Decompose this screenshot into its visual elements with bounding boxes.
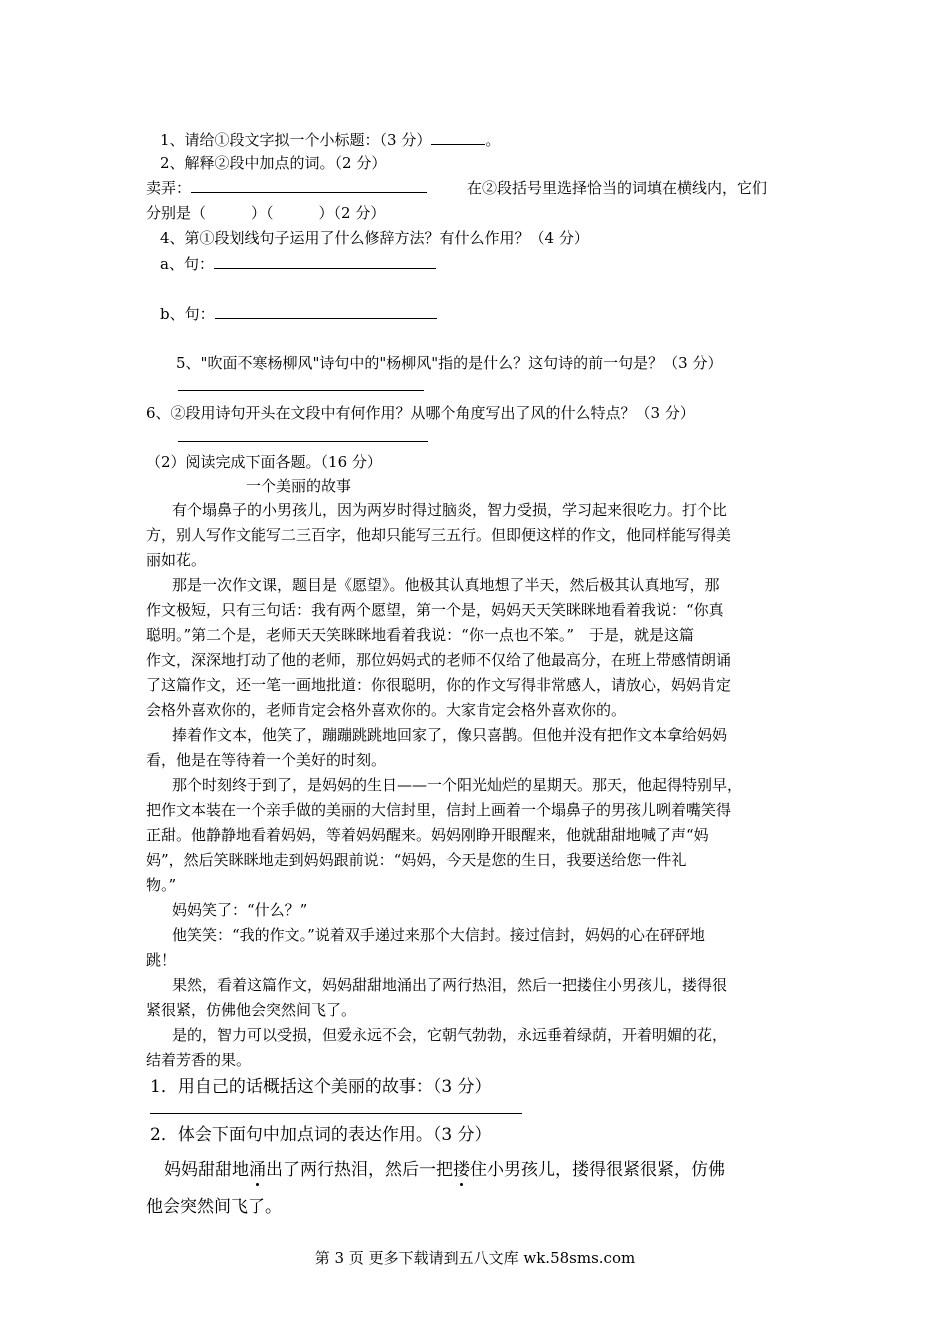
passage-line: 物。” <box>146 876 177 894</box>
passage-line: 那是一次作文课，题目是《愿望》。他极其认真地想了半天，然后极其认真地写，那 <box>172 576 720 594</box>
passage-line: 把作文本装在一个亲手做的美丽的大信封里，信封上画着一个塌鼻子的男孩儿咧着嘴笑得 <box>146 801 732 819</box>
reading-heading: （2）阅读完成下面各题。（16 分） <box>146 453 382 471</box>
question-1: 1、请给①段文字拟一个小标题：（3 分） 。 <box>160 131 501 149</box>
passage-line: 丽如花。 <box>146 551 207 569</box>
passage-line: 捧着作文本，他笑了，蹦蹦跳跳地回家了，像只喜鹊。但他并没有把作文本拿给妈妈 <box>172 726 728 744</box>
question-5: 5、"吹面不寒杨柳风"诗句中的"杨柳风"指的是什么？这句诗的前一句是？（3 分） <box>176 354 723 372</box>
page-footer: 第 3 页 更多下载请到五八文库 wk.58sms.com <box>314 1249 636 1267</box>
question-4-b: b、句： <box>160 304 437 324</box>
passage-line: 聪明。”第二个是，老师天天笑眯眯地看着我说：“你一点也不笨。” 于是，就是这篇 <box>146 626 695 644</box>
passage-line: 他笑笑：“我的作文。”说着双手递过来那个大信封。接过信封，妈妈的心在砰砰地 <box>172 926 705 944</box>
passage-line: 妈”，然后笑眯眯地走到妈妈跟前说：“妈妈，今天是您的生日，我要送给您一件礼 <box>146 851 687 869</box>
passage-line: 方，别人写作文能写二三百字，他却只能写三五行。但即便这样的作文，他同样能写得美 <box>146 526 732 544</box>
answer-line <box>178 441 428 442</box>
emphasis-word: 搂 <box>453 1160 470 1180</box>
quoted-sentence: 妈妈甜甜地涌出了两行热泪，然后一把搂住小男孩儿，搂得很紧很紧，仿佛 <box>164 1160 725 1180</box>
question-6: 6、②段用诗句开头在文段中有何作用？从哪个角度写出了风的什么特点？（3 分） <box>146 404 695 422</box>
quoted-sentence-line2: 他会突然间飞了。 <box>146 1197 282 1217</box>
passage-line: 有个塌鼻子的小男孩儿，因为两岁时得过脑炎，智力受损，学习起来很吃力。打个比 <box>172 501 728 519</box>
answer-line <box>150 1113 522 1114</box>
passage-line: 正甜。他静静地看着妈妈，等着妈妈醒来。妈妈刚睁开眼醒来，他就甜甜地喊了声“妈 <box>146 826 709 844</box>
story-title: 一个美丽的故事 <box>246 477 352 495</box>
passage-line: 了这篇作文，还一笔一画地批道：你很聪明，你的作文写得非常感人，请放心，妈妈肯定 <box>146 676 732 694</box>
question-3-label: 卖弄： <box>146 178 427 198</box>
passage-line: 妈妈笑了：“什么？” <box>172 901 308 919</box>
question-3-line2: 分别是（ ）（ ）（2 分） <box>146 204 386 222</box>
passage-line: 会格外喜欢你的，老师肯定会格外喜欢你的。大家肯定会格外喜欢你的。 <box>146 701 627 719</box>
answer-line <box>178 390 424 391</box>
question-2: 2、解释②段中加点的词。（2 分） <box>160 154 387 172</box>
question-4-a: a、句： <box>160 254 436 274</box>
answer-blank <box>215 304 437 319</box>
question-4: 4、第①段划线句子运用了什么修辞方法？有什么作用？（4 分） <box>160 229 589 247</box>
answer-blank <box>191 178 427 193</box>
passage-line: 跳！ <box>146 951 177 969</box>
passage-line: 结着芳香的果。 <box>146 1051 252 1069</box>
question-3-text: 在②段括号里选择恰当的词填在横线内，它们 <box>467 179 768 197</box>
answer-blank <box>431 130 485 145</box>
passage-line: 作文，深深地打动了他的老师，那位妈妈式的老师不仅给了他最高分，在班上带感情朗诵 <box>146 651 732 669</box>
passage-line: 那个时刻终于到了，是妈妈的生日——一个阳光灿烂的星期天。那天，他起得特别早， <box>172 776 743 794</box>
emphasis-word: 涌 <box>249 1160 266 1180</box>
sub-question-1: 1．用自己的话概括这个美丽的故事：（3 分） <box>150 1077 492 1097</box>
sub-question-2: 2．体会下面句中加点词的表达作用。（3 分） <box>150 1125 492 1145</box>
passage-line: 看，他是在等待着一个美好的时刻。 <box>146 751 387 769</box>
passage-line: 是的，智力可以受损，但爱永远不会，它朝气勃勃，永远垂着绿荫，开着明媚的花， <box>172 1026 728 1044</box>
passage-line: 果然，看着这篇作文，妈妈甜甜地涌出了两行热泪，然后一把搂住小男孩儿，搂得很 <box>172 976 728 994</box>
passage-line: 作文极短，只有三句话：我有两个愿望，第一个是，妈妈天天笑眯眯地看着我说：“你真 <box>146 601 724 619</box>
answer-blank <box>214 254 436 269</box>
passage-line: 紧很紧，仿佛他会突然间飞了。 <box>146 1001 357 1019</box>
